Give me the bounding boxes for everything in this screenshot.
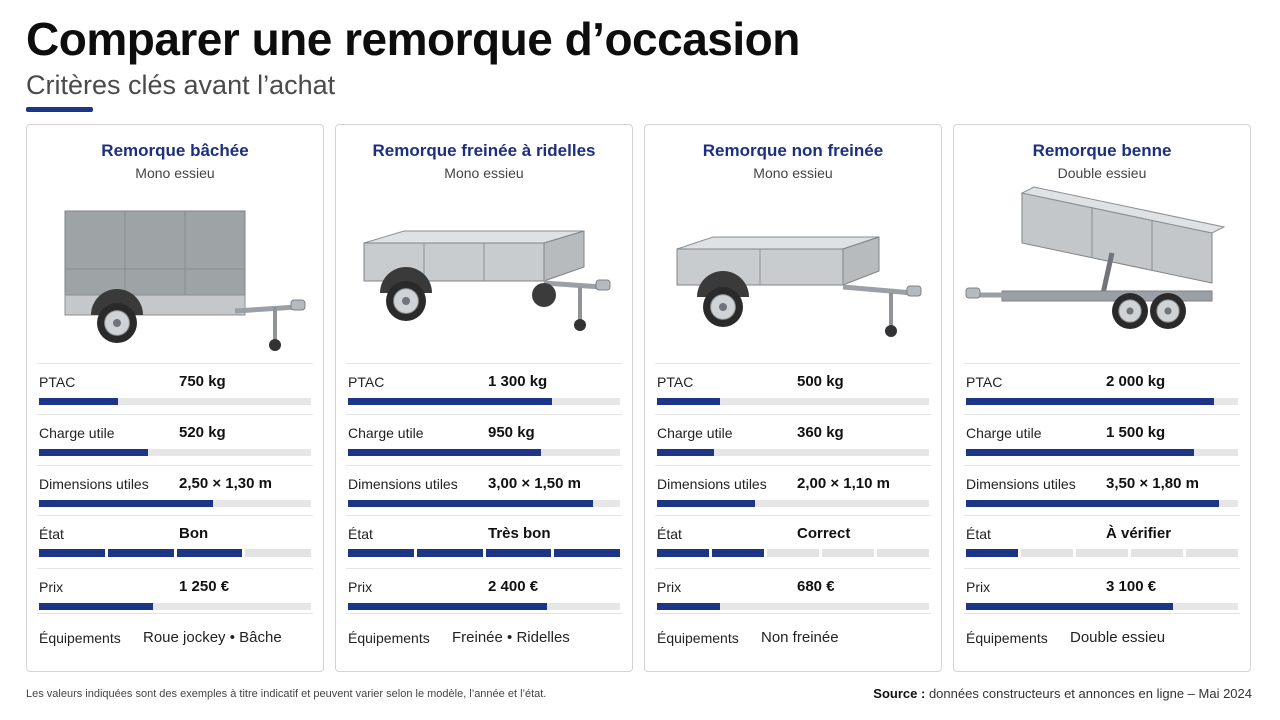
card-title: Remorque benne bbox=[1032, 141, 1172, 160]
ptac-row bbox=[964, 363, 1240, 414]
equipements-value: Non freinée bbox=[761, 629, 839, 646]
prix-label: Prix bbox=[966, 579, 991, 595]
dimensions-label: Dimensions utiles bbox=[39, 476, 149, 492]
prix-value: 3 100 € bbox=[1106, 578, 1157, 595]
dimensions-bar-fill bbox=[348, 500, 593, 507]
charge-bar-fill bbox=[966, 449, 1194, 456]
prix-label: Prix bbox=[657, 579, 682, 595]
ptac-bar bbox=[348, 398, 620, 405]
dimensions-value: 2,00 × 1,10 m bbox=[797, 475, 890, 492]
equipements-row bbox=[37, 613, 313, 653]
prix-value: 2 400 € bbox=[488, 578, 539, 595]
charge-row bbox=[37, 414, 313, 465]
charge-bar bbox=[39, 449, 311, 456]
etat-row bbox=[964, 515, 1240, 566]
charge-value: 950 kg bbox=[488, 424, 535, 441]
ptac-label: PTAC bbox=[348, 374, 385, 390]
charge-label: Charge utile bbox=[348, 425, 424, 441]
etat-segment bbox=[486, 549, 552, 557]
trailer-card bbox=[335, 124, 633, 672]
dimensions-value: 2,50 × 1,30 m bbox=[179, 475, 272, 492]
trailer-card bbox=[953, 124, 1251, 672]
covered-trailer-icon bbox=[35, 183, 315, 353]
unbraked-trailer-icon bbox=[653, 183, 933, 353]
ptac-bar bbox=[657, 398, 929, 405]
charge-label: Charge utile bbox=[39, 425, 115, 441]
etat-segment bbox=[822, 549, 874, 557]
dimensions-label: Dimensions utiles bbox=[348, 476, 458, 492]
etat-segment bbox=[767, 549, 819, 557]
etat-segment bbox=[657, 549, 709, 557]
ptac-label: PTAC bbox=[39, 374, 76, 390]
dimensions-row bbox=[346, 465, 622, 516]
prix-bar-fill bbox=[39, 603, 153, 610]
etat-segment bbox=[877, 549, 929, 557]
etat-rating-segments bbox=[657, 549, 929, 557]
charge-bar-fill bbox=[39, 449, 148, 456]
charge-label: Charge utile bbox=[966, 425, 1042, 441]
prix-row bbox=[964, 568, 1240, 619]
card-title: Remorque bâchée bbox=[101, 141, 249, 160]
equipements-label: Équipements bbox=[657, 630, 739, 646]
dimensions-value: 3,00 × 1,50 m bbox=[488, 475, 581, 492]
equipements-value: Double essieu bbox=[1070, 629, 1166, 646]
card-axle-type: Mono essieu bbox=[135, 165, 215, 181]
charge-bar bbox=[657, 449, 929, 456]
ptac-bar-fill bbox=[657, 398, 720, 405]
equipements-label: Équipements bbox=[966, 630, 1048, 646]
etat-value: À vérifier bbox=[1106, 525, 1172, 542]
charge-bar-fill bbox=[657, 449, 714, 456]
card-axle-type: Mono essieu bbox=[753, 165, 833, 181]
prix-bar-fill bbox=[348, 603, 547, 610]
source-text: données constructeurs et annonces en ligne – Mai 2024 bbox=[928, 686, 1252, 701]
dimensions-bar bbox=[657, 500, 929, 507]
charge-row bbox=[346, 414, 622, 465]
braked-sideboard-trailer-icon bbox=[344, 183, 624, 353]
prix-value: 1 250 € bbox=[179, 578, 230, 595]
page-title: Comparer une remorque d’occasion bbox=[26, 13, 800, 65]
etat-segment bbox=[108, 549, 174, 557]
ptac-value: 1 300 kg bbox=[488, 373, 548, 390]
card-axle-type: Mono essieu bbox=[444, 165, 524, 181]
equipements-value: Freinée • Ridelles bbox=[452, 629, 570, 646]
etat-value: Bon bbox=[179, 525, 209, 542]
dimensions-row bbox=[964, 465, 1240, 516]
dimensions-bar bbox=[348, 500, 620, 507]
dimensions-value: 3,50 × 1,80 m bbox=[1106, 475, 1199, 492]
equipements-label: Équipements bbox=[348, 630, 430, 646]
etat-segment bbox=[1131, 549, 1183, 557]
etat-segment bbox=[177, 549, 243, 557]
charge-bar bbox=[348, 449, 620, 456]
ptac-label: PTAC bbox=[966, 374, 1003, 390]
dimensions-label: Dimensions utiles bbox=[966, 476, 1076, 492]
card-axle-type: Double essieu bbox=[1057, 165, 1147, 181]
ptac-bar-fill bbox=[348, 398, 552, 405]
charge-bar-fill bbox=[348, 449, 541, 456]
card-title: Remorque freinée à ridelles bbox=[372, 141, 596, 160]
prix-row bbox=[346, 568, 622, 619]
prix-bar bbox=[657, 603, 929, 610]
etat-row bbox=[37, 515, 313, 566]
prix-bar bbox=[39, 603, 311, 610]
etat-segment bbox=[712, 549, 764, 557]
etat-segment bbox=[1076, 549, 1128, 557]
charge-bar bbox=[966, 449, 1238, 456]
charge-label: Charge utile bbox=[657, 425, 733, 441]
etat-segment bbox=[348, 549, 414, 557]
etat-rating-segments bbox=[966, 549, 1238, 557]
charge-row bbox=[655, 414, 931, 465]
equipements-value: Roue jockey • Bâche bbox=[143, 629, 282, 646]
etat-label: État bbox=[39, 526, 64, 542]
etat-label: État bbox=[657, 526, 682, 542]
prix-bar bbox=[966, 603, 1238, 610]
ptac-bar-fill bbox=[966, 398, 1214, 405]
dimensions-row bbox=[37, 465, 313, 516]
ptac-bar-fill bbox=[39, 398, 118, 405]
etat-value: Très bon bbox=[488, 525, 551, 542]
prix-bar-fill bbox=[966, 603, 1173, 610]
dimensions-label: Dimensions utiles bbox=[657, 476, 767, 492]
etat-label: État bbox=[348, 526, 373, 542]
source-label: Source : bbox=[873, 686, 926, 701]
card-title: Remorque non freinée bbox=[702, 141, 884, 160]
etat-segment bbox=[1021, 549, 1073, 557]
page-subtitle: Critères clés avant l’achat bbox=[26, 70, 336, 100]
etat-value: Correct bbox=[797, 525, 851, 542]
ptac-value: 500 kg bbox=[797, 373, 844, 390]
equipements-label: Équipements bbox=[39, 630, 121, 646]
etat-label: État bbox=[966, 526, 991, 542]
etat-segment bbox=[1186, 549, 1238, 557]
dimensions-bar bbox=[39, 500, 311, 507]
charge-row bbox=[964, 414, 1240, 465]
dimensions-bar-fill bbox=[39, 500, 213, 507]
source-line bbox=[873, 686, 1252, 701]
etat-segment bbox=[966, 549, 1018, 557]
ptac-label: PTAC bbox=[657, 374, 694, 390]
dimensions-bar bbox=[966, 500, 1238, 507]
ptac-bar bbox=[966, 398, 1238, 405]
charge-value: 1 500 kg bbox=[1106, 424, 1166, 441]
ptac-row bbox=[346, 363, 622, 414]
etat-row bbox=[655, 515, 931, 566]
charge-value: 360 kg bbox=[797, 424, 844, 441]
prix-value: 680 € bbox=[797, 578, 835, 595]
equipements-row bbox=[346, 613, 622, 653]
etat-segment bbox=[417, 549, 483, 557]
dimensions-bar-fill bbox=[657, 500, 755, 507]
trailer-card bbox=[26, 124, 324, 672]
charge-value: 520 kg bbox=[179, 424, 226, 441]
ptac-bar bbox=[39, 398, 311, 405]
title-accent-bar bbox=[26, 107, 93, 112]
prix-bar bbox=[348, 603, 620, 610]
etat-segment bbox=[554, 549, 620, 557]
ptac-row bbox=[37, 363, 313, 414]
etat-rating-segments bbox=[39, 549, 311, 557]
prix-row bbox=[37, 568, 313, 619]
prix-label: Prix bbox=[39, 579, 64, 595]
dimensions-row bbox=[655, 465, 931, 516]
footnote: Les valeurs indiquées sont des exemples à titre indicatif et peuvent varier selon le modèle, l’année et l’état. bbox=[26, 688, 547, 700]
prix-row bbox=[655, 568, 931, 619]
trailer-card bbox=[644, 124, 942, 672]
etat-segment bbox=[245, 549, 311, 557]
equipements-row bbox=[655, 613, 931, 653]
tipper-trailer-icon bbox=[962, 183, 1242, 353]
ptac-value: 750 kg bbox=[179, 373, 226, 390]
etat-row bbox=[346, 515, 622, 566]
prix-bar-fill bbox=[657, 603, 720, 610]
etat-segment bbox=[39, 549, 105, 557]
equipements-row bbox=[964, 613, 1240, 653]
etat-rating-segments bbox=[348, 549, 620, 557]
dimensions-bar-fill bbox=[966, 500, 1219, 507]
ptac-value: 2 000 kg bbox=[1106, 373, 1166, 390]
prix-label: Prix bbox=[348, 579, 373, 595]
comparison-cards bbox=[26, 124, 1254, 672]
ptac-row bbox=[655, 363, 931, 414]
